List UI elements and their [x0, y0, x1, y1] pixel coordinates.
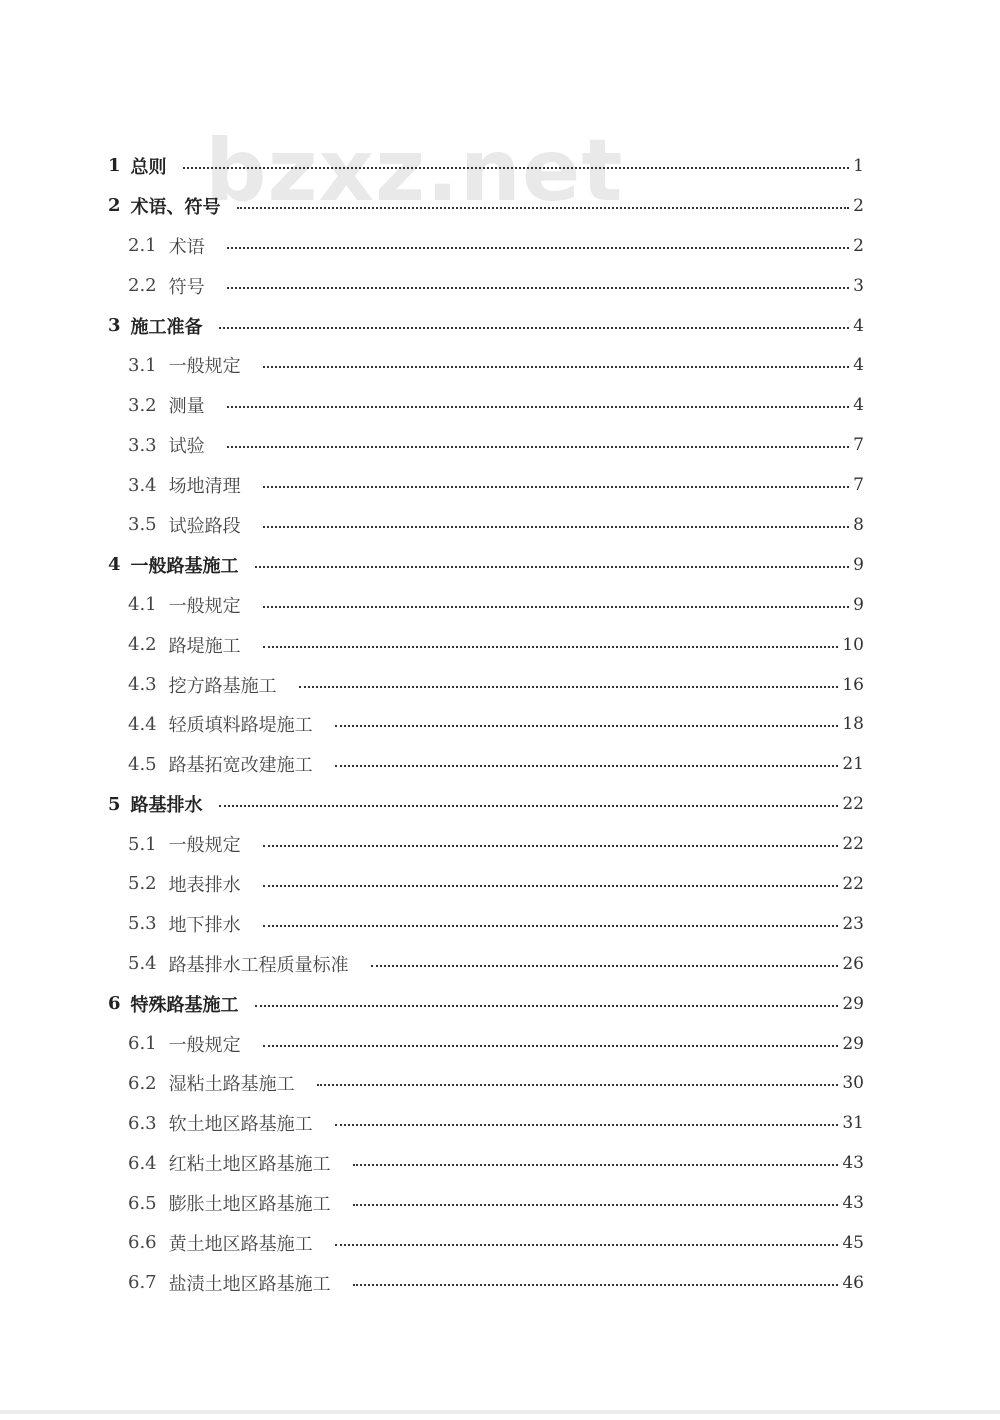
toc-entry-page-number: 7 — [853, 435, 864, 456]
toc-entry-title: 湿粘土路基施工 — [168, 1074, 295, 1096]
toc-entry-number: 6.7 — [128, 1272, 157, 1294]
toc-entry-page-number: 10 — [842, 634, 864, 655]
toc-entry-page-number: 45 — [842, 1232, 864, 1253]
toc-dot-leader — [227, 247, 850, 249]
toc-dot-leader — [263, 646, 839, 648]
toc-entry-title: 一般规定 — [168, 835, 241, 857]
toc-entry-title: 盐渍土地区路基施工 — [168, 1273, 331, 1295]
toc-entry-page-number: 9 — [853, 554, 864, 575]
toc-dot-leader — [335, 1244, 839, 1246]
toc-entry-number: 6.4 — [128, 1152, 157, 1174]
toc-entry-number: 4.2 — [128, 634, 157, 656]
toc-section-entry[interactable] — [108, 625, 864, 665]
toc-entry-number: 3.1 — [128, 354, 157, 376]
toc-dot-leader — [299, 686, 839, 688]
toc-section-entry[interactable] — [108, 1024, 864, 1064]
toc-entry-number: 6.2 — [128, 1072, 157, 1094]
toc-entry-number: 5.1 — [128, 833, 157, 855]
toc-dot-leader — [227, 287, 850, 289]
toc-entry-page-number: 22 — [842, 834, 864, 855]
toc-entry-number: 6.6 — [128, 1232, 157, 1254]
toc-chapter-entry[interactable] — [108, 146, 864, 186]
toc-dot-leader — [371, 965, 839, 967]
toc-entry-number: 4.1 — [128, 594, 157, 616]
toc-entry-page-number: 26 — [842, 953, 864, 974]
toc-entry-title: 一般规定 — [168, 356, 241, 378]
toc-entry-page-number: 3 — [853, 275, 864, 296]
toc-entry-number: 6.5 — [128, 1192, 157, 1214]
toc-entry-page-number: 4 — [853, 395, 864, 416]
toc-entry-page-number: 30 — [842, 1073, 864, 1094]
toc-entry-title: 路基排水工程质量标准 — [168, 954, 349, 976]
toc-entry-number: 6 — [108, 993, 121, 1015]
toc-section-entry[interactable] — [108, 1143, 864, 1183]
toc-entry-page-number: 16 — [842, 674, 864, 695]
toc-entry-title: 软土地区路基施工 — [168, 1114, 313, 1136]
page-bottom-edge — [0, 1410, 1000, 1414]
toc-entry-number: 4 — [108, 554, 121, 576]
toc-entry-page-number: 22 — [842, 873, 864, 894]
toc-entry-title: 红粘土地区路基施工 — [168, 1154, 331, 1176]
toc-entry-page-number: 18 — [842, 714, 864, 735]
toc-section-entry[interactable] — [108, 864, 864, 904]
toc-section-entry[interactable] — [108, 1263, 864, 1303]
toc-entry-page-number: 23 — [842, 913, 864, 934]
toc-section-entry[interactable] — [108, 425, 864, 465]
toc-entry-page-number: 46 — [842, 1272, 864, 1293]
toc-entry-page-number: 4 — [853, 315, 864, 336]
table-of-contents — [108, 146, 864, 1303]
toc-entry-title: 测量 — [168, 396, 205, 418]
toc-entry-title: 黄土地区路基施工 — [168, 1233, 313, 1255]
toc-entry-page-number: 2 — [853, 195, 864, 216]
toc-section-entry[interactable] — [108, 1223, 864, 1263]
toc-chapter-entry[interactable] — [108, 784, 864, 824]
toc-section-entry[interactable] — [108, 385, 864, 425]
toc-dot-leader — [263, 526, 850, 528]
toc-entry-number: 4.3 — [128, 674, 157, 696]
toc-dot-leader — [183, 167, 850, 169]
toc-entry-title: 总则 — [130, 156, 167, 178]
toc-entry-title: 地下排水 — [168, 914, 241, 936]
toc-dot-leader — [335, 1124, 839, 1126]
toc-entry-page-number: 9 — [853, 594, 864, 615]
toc-entry-page-number: 43 — [842, 1193, 864, 1214]
toc-dot-leader — [219, 327, 850, 329]
toc-entry-number: 2 — [108, 195, 121, 217]
toc-section-entry[interactable] — [108, 1103, 864, 1143]
toc-entry-title: 路基拓宽改建施工 — [168, 755, 313, 777]
toc-chapter-entry[interactable] — [108, 306, 864, 346]
toc-entry-number: 6.3 — [128, 1112, 157, 1134]
toc-entry-title: 地表排水 — [168, 874, 241, 896]
toc-section-entry[interactable] — [108, 465, 864, 505]
toc-section-entry[interactable] — [108, 345, 864, 385]
toc-section-entry[interactable] — [108, 226, 864, 266]
toc-entry-title: 施工准备 — [130, 316, 203, 338]
toc-entry-number: 1 — [108, 155, 121, 177]
toc-entry-number: 3.2 — [128, 394, 157, 416]
toc-dot-leader — [263, 885, 839, 887]
toc-dot-leader — [353, 1204, 839, 1206]
toc-section-entry[interactable] — [108, 505, 864, 545]
toc-section-entry[interactable] — [108, 744, 864, 784]
toc-dot-leader — [263, 486, 850, 488]
toc-section-entry[interactable] — [108, 266, 864, 306]
toc-entry-page-number: 4 — [853, 355, 864, 376]
toc-section-entry[interactable] — [108, 904, 864, 944]
toc-dot-leader — [255, 566, 850, 568]
toc-section-entry[interactable] — [108, 944, 864, 984]
toc-entry-number: 3 — [108, 315, 121, 336]
toc-chapter-entry[interactable] — [108, 186, 864, 226]
toc-dot-leader — [353, 1284, 839, 1286]
toc-entry-title: 试验路段 — [168, 515, 241, 537]
toc-dot-leader — [335, 725, 839, 727]
toc-dot-leader — [263, 1045, 839, 1047]
toc-dot-leader — [263, 606, 850, 608]
toc-entry-title: 一般规定 — [168, 595, 241, 617]
toc-section-entry[interactable] — [108, 1183, 864, 1223]
toc-entry-title: 路基排水 — [130, 795, 203, 817]
toc-entry-number: 3.3 — [128, 434, 157, 456]
toc-entry-title: 试验 — [168, 436, 205, 458]
toc-entry-number: 5 — [108, 793, 121, 815]
toc-entry-number: 2.1 — [128, 235, 157, 257]
toc-chapter-entry[interactable] — [108, 545, 864, 585]
toc-entry-page-number: 29 — [842, 993, 864, 1014]
toc-dot-leader — [255, 1005, 839, 1007]
toc-entry-page-number: 43 — [842, 1153, 864, 1174]
toc-dot-leader — [335, 765, 839, 767]
toc-section-entry[interactable] — [108, 704, 864, 744]
watermark: bzxz.net — [205, 121, 624, 221]
toc-entry-title: 术语、符号 — [130, 196, 221, 218]
toc-section-entry[interactable] — [108, 585, 864, 625]
toc-entry-title: 轻质填料路堤施工 — [168, 715, 313, 737]
toc-entry-title: 挖方路基施工 — [168, 675, 277, 697]
toc-entry-title: 路堤施工 — [168, 635, 241, 657]
toc-chapter-entry[interactable] — [108, 984, 864, 1024]
toc-dot-leader — [263, 366, 850, 368]
toc-entry-page-number: 31 — [842, 1113, 864, 1134]
toc-dot-leader — [263, 925, 839, 927]
toc-dot-leader — [219, 805, 839, 807]
toc-entry-page-number: 1 — [853, 155, 864, 176]
toc-dot-leader — [353, 1164, 839, 1166]
toc-entry-title: 术语 — [168, 236, 205, 258]
toc-entry-number: 4.5 — [128, 753, 157, 775]
toc-dot-leader — [227, 406, 850, 408]
toc-section-entry[interactable] — [108, 824, 864, 864]
toc-entry-number: 2.2 — [128, 275, 157, 297]
toc-entry-number: 6.1 — [128, 1033, 157, 1055]
toc-entry-page-number: 29 — [842, 1033, 864, 1054]
toc-section-entry[interactable] — [108, 1063, 864, 1103]
toc-entry-title: 场地清理 — [168, 476, 241, 498]
toc-entry-page-number: 22 — [842, 794, 864, 815]
toc-entry-title: 一般路基施工 — [130, 555, 239, 577]
toc-entry-title: 特殊路基施工 — [130, 994, 239, 1016]
toc-entry-title: 一般规定 — [168, 1034, 241, 1056]
toc-entry-title: 膨胀土地区路基施工 — [168, 1194, 331, 1216]
toc-entry-number: 4.4 — [128, 713, 157, 735]
toc-dot-leader — [227, 446, 850, 448]
toc-dot-leader — [317, 1084, 839, 1086]
toc-dot-leader — [237, 207, 850, 209]
toc-entry-number: 3.4 — [128, 474, 157, 496]
toc-entry-number: 3.5 — [128, 514, 157, 536]
toc-entry-number: 5.4 — [128, 953, 157, 975]
toc-entry-number: 5.3 — [128, 913, 157, 935]
toc-entry-page-number: 21 — [842, 754, 864, 775]
toc-section-entry[interactable] — [108, 665, 864, 705]
toc-entry-title: 符号 — [168, 276, 205, 298]
toc-entry-page-number: 2 — [853, 235, 864, 256]
toc-entry-page-number: 8 — [853, 514, 864, 535]
toc-entry-number: 5.2 — [128, 873, 157, 895]
toc-dot-leader — [263, 845, 839, 847]
toc-entry-page-number: 7 — [853, 475, 864, 496]
